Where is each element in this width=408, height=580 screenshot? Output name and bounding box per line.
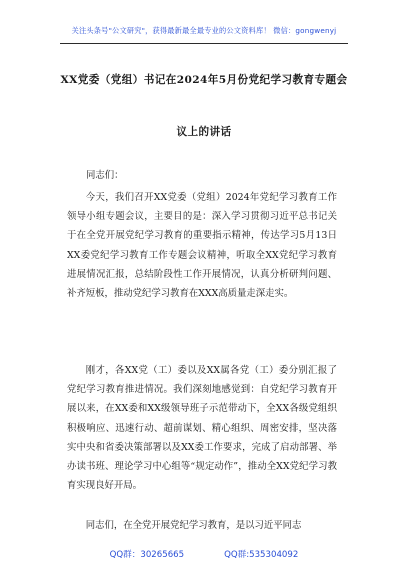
paragraph-3 (67, 516, 337, 535)
header-divider (60, 43, 348, 44)
paragraph-3-text: 同志们，在全党开展党纪学习教育，是以习近平同志 (85, 520, 302, 531)
paragraph-1 (67, 188, 337, 303)
paragraph-1-text: 今天，我们召开XX党委（党组）2024年党纪学习教育工作领导小组专题会议，主要目的是：深入学习贯彻习近平总书记关于在全党开展党纪学习教育的重要指示精神，传达学习5月13日XX委党纪学习教育工作专题会议精神，听取全XX党纪学习教育进展情况汇报，总结阶段性工作开展情况，认真分析研判问题、补齐短板，推动党纪学习教育在XXX高质量走深走实。 (67, 192, 337, 300)
header-banner: 关注头条号"公文研究"，获得最新最全最专业的公文资料库！ 微信：gongwenyj (71, 26, 337, 35)
document-title-line1: XX党委（党组）书记在2024年5月份党纪学习教育专题会 (60, 74, 348, 86)
salutation (67, 166, 337, 185)
footer-qq-group-2: QQ群:535304092 (224, 550, 299, 560)
paragraph-2 (67, 361, 337, 495)
footer-contact (0, 548, 408, 560)
footer-qq-group-1: QQ群：30265665 (109, 550, 185, 560)
document-title-line2: 议上的讲话 (176, 126, 232, 138)
paragraph-2-text: 刚才，各XX党（工）委以及XX属各党（工）委分别汇报了党纪学习教育推进情况。我们深刻地感觉到：自党纪学习教育开展以来，在XX委和XX级领导班子示范带动下，全XX各级党组织积极响应、迅速行动、超前谋划、精心组织、周密安排，坚决落实中央和省委决策部署以及XX委工作要求，完成了启动部署、举办读书班、理论学习中心组等“规定动作”，推动全XX党纪学习教育实现良好开局。 (67, 365, 337, 492)
salutation-text: 同志们： (86, 170, 124, 181)
